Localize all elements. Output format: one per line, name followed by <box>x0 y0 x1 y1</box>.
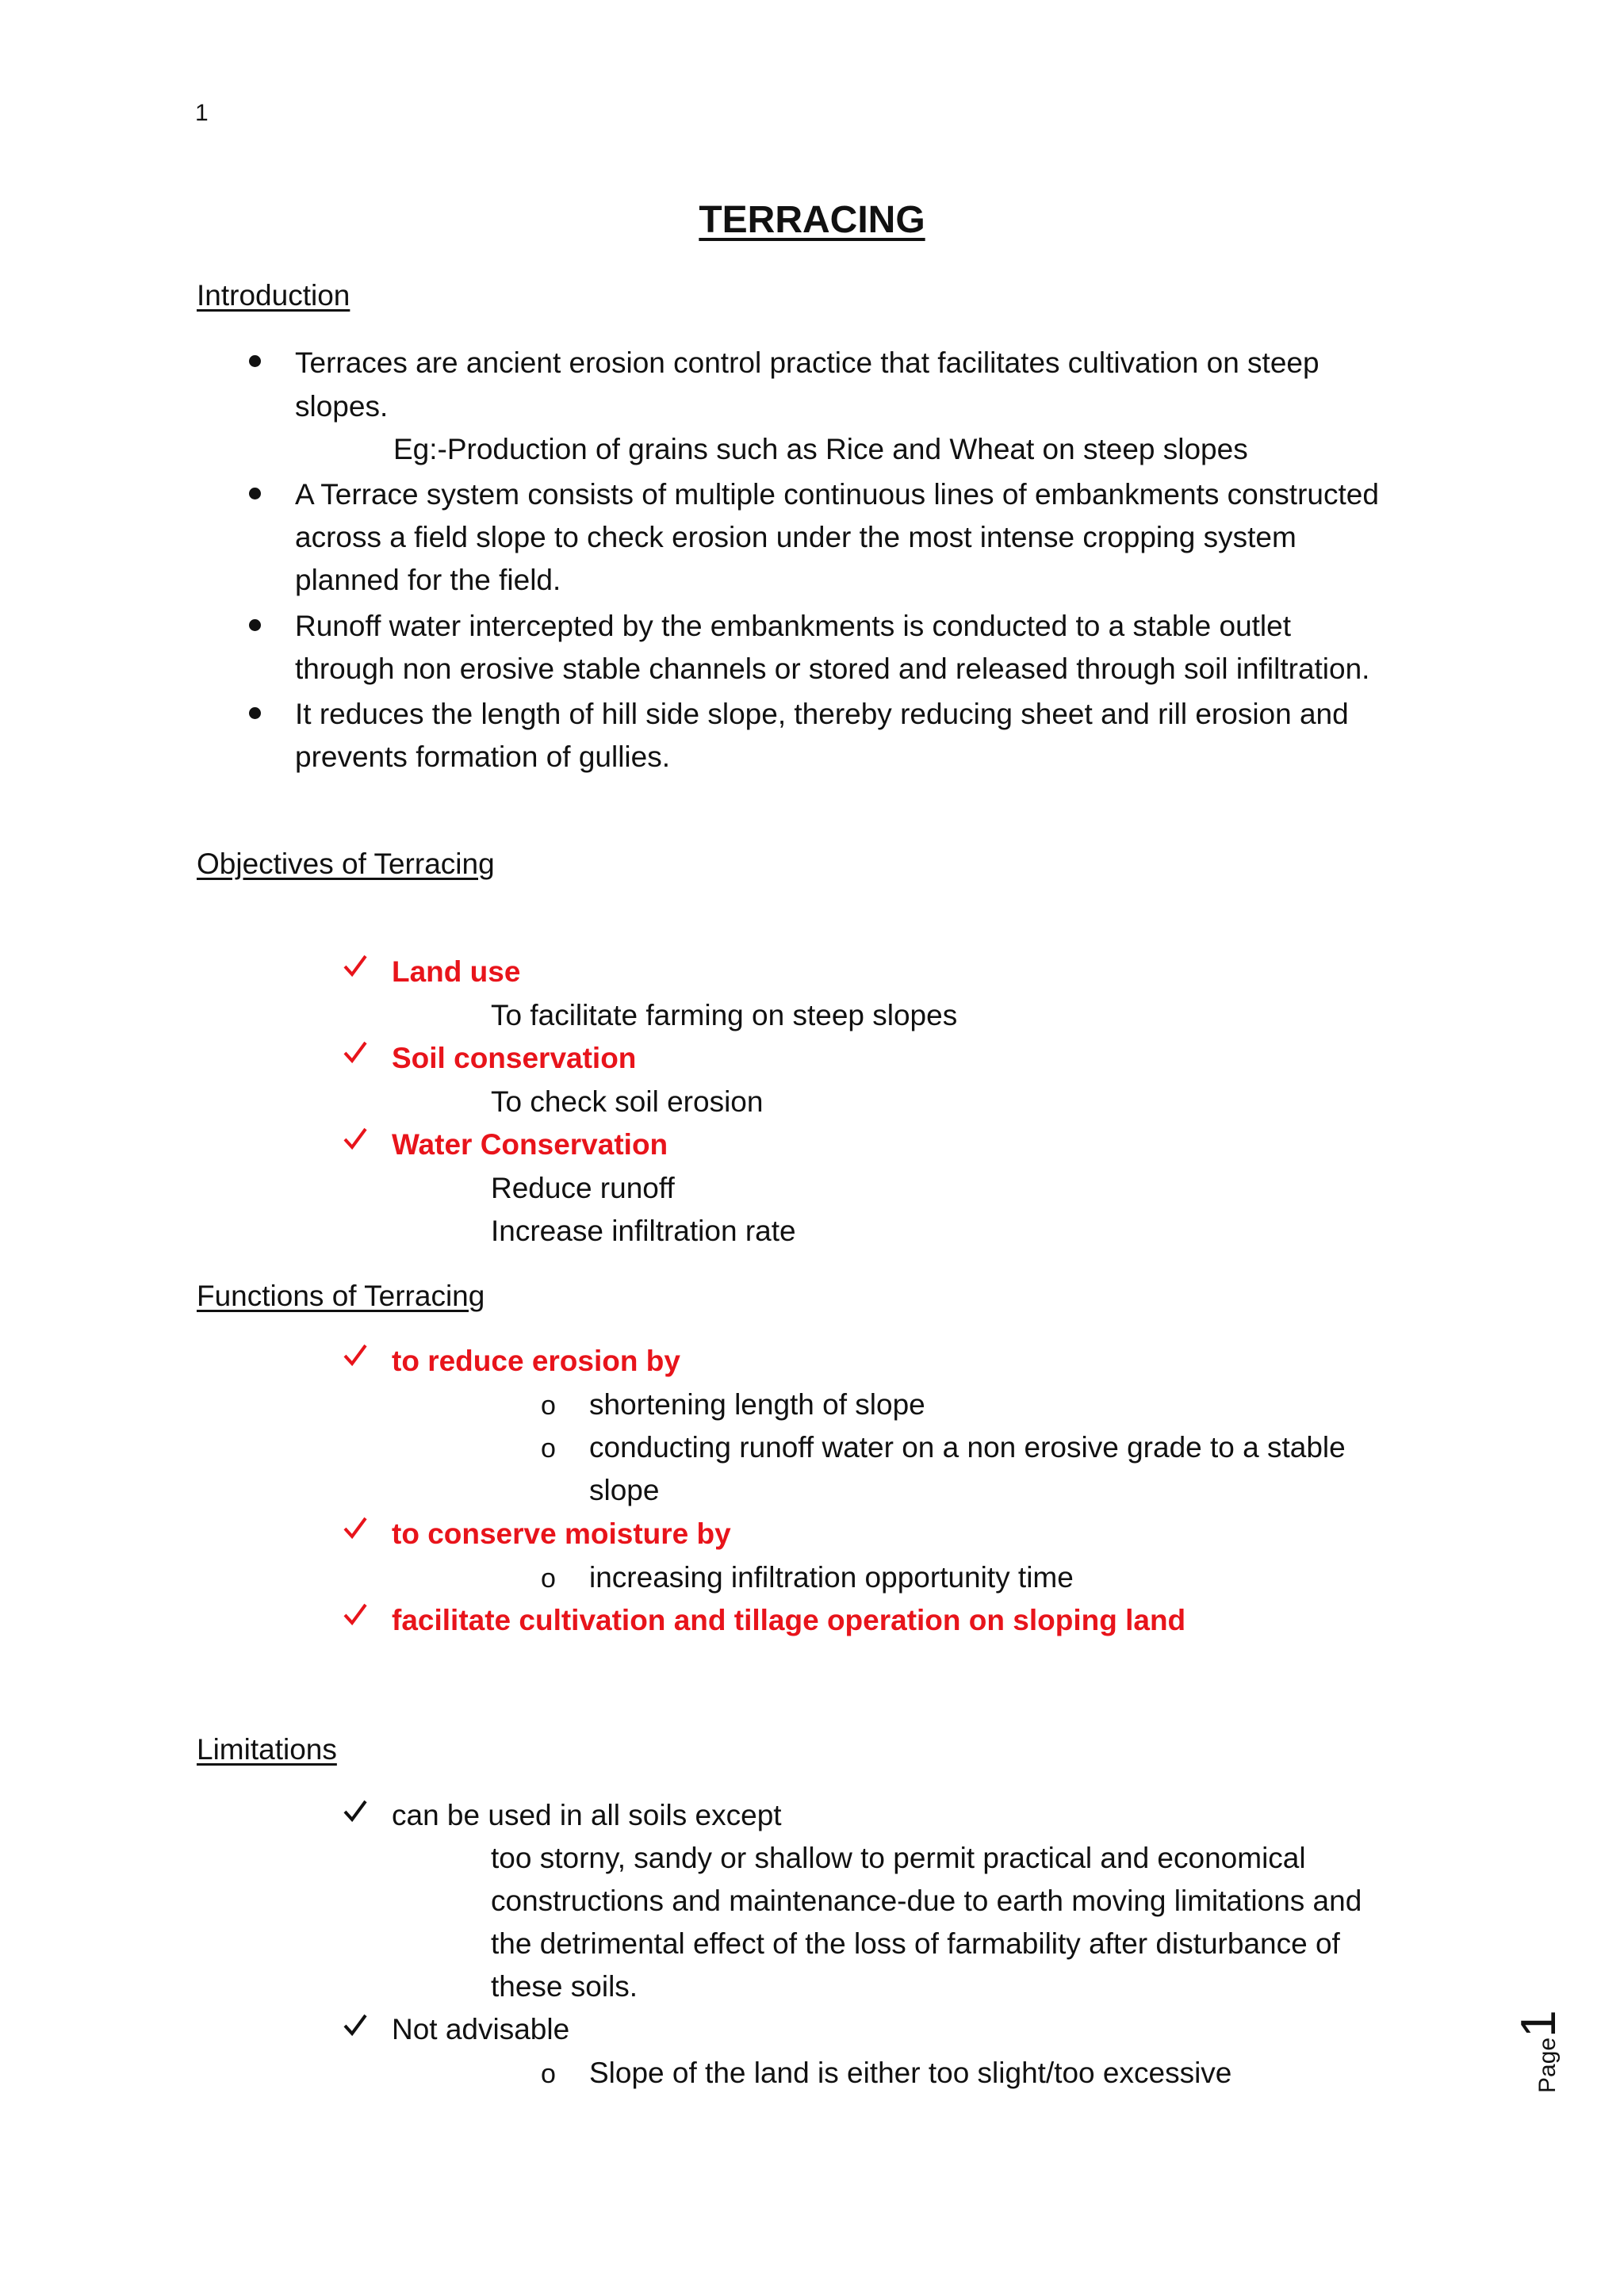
objective-soil-conservation-desc: To check soil erosion <box>491 1085 764 1118</box>
hollow-circle-icon: o <box>541 1391 556 1421</box>
section-heading-objectives: Objectives of Terracing <box>197 848 495 880</box>
limitation-desc-line-3: the detrimental effect of the loss of farmability after disturbance of <box>491 1927 1340 1960</box>
limitation-desc-line-2: constructions and maintenance-due to earth moving limitations and <box>491 1885 1362 1917</box>
check-mark-icon <box>343 1127 368 1150</box>
check-mark-icon <box>343 1040 368 1064</box>
function-sub-conducting-cont: slope <box>589 1474 660 1506</box>
objective-land-use-desc: To facilitate farming on steep slopes <box>491 999 958 1031</box>
check-mark-icon <box>343 1602 368 1626</box>
intro-bullet-1-line-2: slopes. <box>295 390 389 423</box>
intro-bullet-2-line-3: planned for the field. <box>295 564 561 596</box>
section-heading-introduction: Introduction <box>197 279 350 312</box>
check-mark-icon <box>343 2013 368 2037</box>
check-mark-icon <box>343 1799 368 1823</box>
bullet-dot-icon <box>249 619 261 631</box>
intro-bullet-4-line-1: It reduces the length of hill side slope, thereby reducing sheet and rill erosion and <box>295 698 1349 730</box>
intro-bullet-2-line-2: across a field slope to check erosion under the most intense cropping system <box>295 521 1297 553</box>
objective-land-use: Land use <box>392 955 521 988</box>
limitation-not-advisable: Not advisable <box>392 2013 570 2045</box>
objective-water-conservation: Water Conservation <box>392 1128 668 1161</box>
function-facilitate-cultivation: facilitate cultivation and tillage operation on sloping land <box>392 1604 1186 1636</box>
bullet-dot-icon <box>249 707 261 719</box>
function-reduce-erosion: to reduce erosion by <box>392 1345 680 1377</box>
objective-water-conservation-desc-1: Reduce runoff <box>491 1172 675 1204</box>
footer-page-label: Page <box>1534 2037 1561 2093</box>
check-mark-icon <box>343 954 368 978</box>
bullet-dot-icon <box>249 355 261 367</box>
section-heading-limitations: Limitations <box>197 1733 337 1766</box>
function-sub-infiltration: increasing infiltration opportunity time <box>589 1561 1074 1594</box>
footer-page-digit: 1 <box>1511 2010 1566 2038</box>
intro-bullet-4-line-2: prevents formation of gullies. <box>295 740 671 773</box>
hollow-circle-icon: o <box>541 1563 556 1594</box>
header-page-number: 1 <box>195 100 209 126</box>
function-conserve-moisture: to conserve moisture by <box>392 1517 731 1550</box>
intro-bullet-2-line-1: A Terrace system consists of multiple continuous lines of embankments constructed <box>295 478 1379 511</box>
intro-bullet-3-line-2: through non erosive stable channels or stored and released through soil infiltration. <box>295 652 1370 685</box>
section-heading-functions: Functions of Terracing <box>197 1280 485 1312</box>
document-title: TERRACING <box>699 199 925 241</box>
bullet-dot-icon <box>249 488 261 499</box>
limitation-all-soils: can be used in all soils except <box>392 1799 782 1831</box>
limitation-desc-line-4: these soils. <box>491 1970 638 2003</box>
check-mark-icon <box>343 1343 368 1367</box>
intro-bullet-3-line-1: Runoff water intercepted by the embankments is conducted to a stable outlet <box>295 610 1292 642</box>
intro-example: Eg:-Production of grains such as Rice and Wheat on steep slopes <box>393 433 1248 465</box>
objective-water-conservation-desc-2: Increase infiltration rate <box>491 1215 796 1247</box>
limitation-sub-slope: Slope of the land is either too slight/too excessive <box>589 2057 1232 2089</box>
intro-bullet-1-line-1: Terraces are ancient erosion control practice that facilitates cultivation on steep <box>295 346 1320 379</box>
function-sub-shortening: shortening length of slope <box>589 1388 925 1421</box>
footer-page-number <box>1511 1966 1566 2093</box>
check-mark-icon <box>343 1516 368 1540</box>
objective-soil-conservation: Soil conservation <box>392 1042 637 1074</box>
hollow-circle-icon: o <box>541 1433 556 1464</box>
hollow-circle-icon: o <box>541 2059 556 2089</box>
limitation-desc-line-1: too storny, sandy or shallow to permit practical and economical <box>491 1842 1306 1874</box>
function-sub-conducting: conducting runoff water on a non erosive grade to a stable <box>589 1431 1346 1464</box>
